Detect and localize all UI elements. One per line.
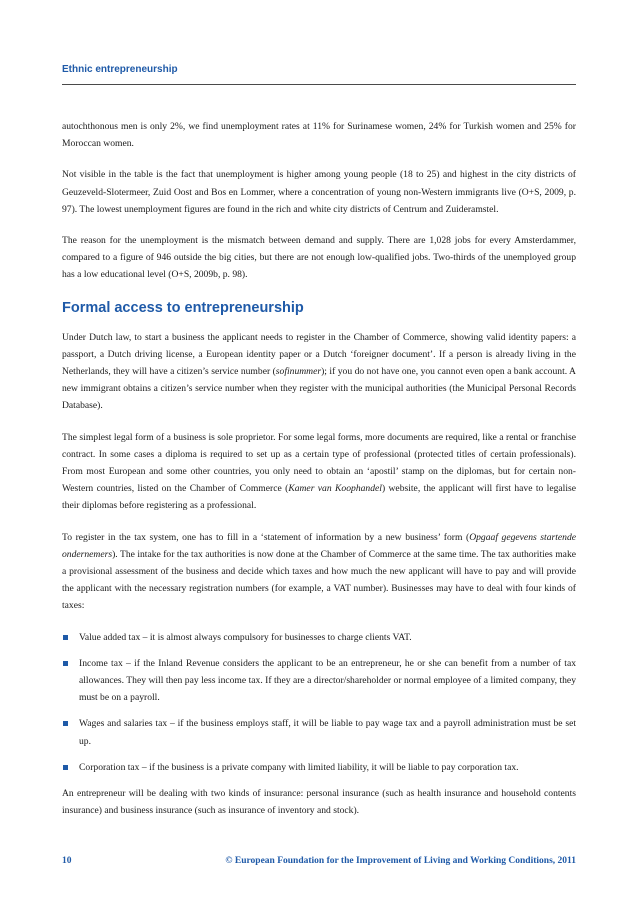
tax-item-income: Income tax – if the Inland Revenue considers the applicant to be an entrepreneur, he or she can benefit from a number of tax allowances. They will then pay less income tax. If they are a director/shareholder or normal employee of a limited company, they must be on a payroll. bbox=[79, 657, 576, 704]
paragraph-insurance: An entrepreneur will be dealing with two kinds of insurance: personal insurance (such as health insurance and household contents insurance) and business insurance (such as insurance of inventory and stock). bbox=[62, 788, 576, 817]
copyright-notice: © European Foundation for the Improvement of Living and Working Conditions, 2011 bbox=[225, 856, 576, 866]
legal-form-text-start: The simplest legal form of a business is sole proprietor. For some legal forms, more documents are required, like a rental or franchise contract. In some cases a diploma is required to set up as a certain type of professional (protected titles of certain professionals). From most European and some other countries, you only need to obtain an ‘apostil’ stamp on the diplomas, but for certain non-Western countries, listed on the Chamber of Commerce ( bbox=[62, 431, 576, 495]
list-item bbox=[62, 655, 576, 707]
tax-list bbox=[62, 629, 576, 776]
section-heading: Formal access to entrepreneurship bbox=[62, 299, 304, 316]
running-header: Ethnic entrepreneurship bbox=[62, 64, 178, 75]
list-item bbox=[62, 715, 576, 749]
tax-item-vat: Value added tax – it is almost always compulsory for businesses to charge clients VAT. bbox=[79, 631, 412, 643]
square-bullet-icon bbox=[63, 661, 68, 666]
paragraph-unemployment-districts: Not visible in the table is the fact that unemployment is higher among young people (18 to 25) and highest in the city districts of Geuzeveld-Slotermeer, Zuid Oost and Bos en Lommer, where a concentration of young non-Western immigrants live (O+S, 2009, p. 97). The lowest unemployment figures are found in the rich and white city districts of Centrum and Zuideramstel. bbox=[62, 169, 576, 215]
legal-form-term-kvk: Kamer van Koophandel bbox=[288, 483, 382, 495]
tax-item-corporation: Corporation tax – if the business is a private company with limited liability, it will be liable to pay corporation tax. bbox=[79, 761, 519, 773]
paragraph-unemployment-rates: autochthonous men is only 2%, we find unemployment rates at 11% for Surinamese women, 24% for Turkish women and 25% for Moroccan women. bbox=[62, 121, 576, 150]
square-bullet-icon bbox=[63, 765, 68, 770]
header-divider bbox=[62, 84, 576, 85]
legal-form-text-end: ) website, the applicant will first have to legalise their diplomas before registering as a professional. bbox=[62, 483, 576, 512]
law-text-end: ); if you do not have one, you cannot even open a bank account. A new immigrant obtains a citizen’s service number when they register with the municipal authorities (the Municipal Personal Records Database). bbox=[62, 366, 576, 412]
page-body bbox=[62, 118, 576, 834]
law-text-start: Under Dutch law, to start a business the applicant needs to register in the Chamber of Commerce, showing valid identity papers: a passport, a Dutch driving license, a European identity paper or a Dutch ‘foreigner document’. If a person is already living in the Netherlands, they will have a citizen’s service number ( bbox=[62, 331, 576, 378]
list-item bbox=[62, 629, 576, 646]
paragraph-legal-form bbox=[62, 429, 576, 515]
page-number: 10 bbox=[62, 856, 72, 866]
paragraph-unemployment-reason: The reason for the unemployment is the mismatch between demand and supply. There are 1,028 jobs for every Amsterdammer, compared to a figure of 946 outside the big cities, but there are not enough low-qualified jobs. Two-thirds of the unemployed group has a low educational level (O+S, 2009b, p. 98). bbox=[62, 235, 576, 281]
tax-item-wages: Wages and salaries tax – if the business employs staff, it will be liable to pay wage tax and a payroll administration must be set up. bbox=[79, 718, 576, 747]
square-bullet-icon bbox=[63, 721, 68, 726]
paragraph-dutch-law bbox=[62, 329, 576, 415]
list-item bbox=[62, 759, 576, 776]
tax-term-opgaaf: Opgaaf gegevens startende ondernemers bbox=[62, 531, 577, 560]
tax-text-start: To register in the tax system, one has to fill in a ‘statement of information by a new business’ form ( bbox=[62, 531, 470, 543]
square-bullet-icon bbox=[63, 635, 68, 640]
tax-text-end: ). The intake for the tax authorities is now done at the Chamber of Commerce at the same time. The tax authorities make a provisional assessment of the business and decide which taxes and how much the new applicant will have to pay and will provide the applicant with the necessary registration numbers (for example, a VAT number). Businesses may have to deal with four kinds of taxes: bbox=[62, 548, 576, 612]
paragraph-tax-registration bbox=[62, 529, 576, 615]
law-term-sofinummer: sofinummer bbox=[275, 366, 322, 378]
